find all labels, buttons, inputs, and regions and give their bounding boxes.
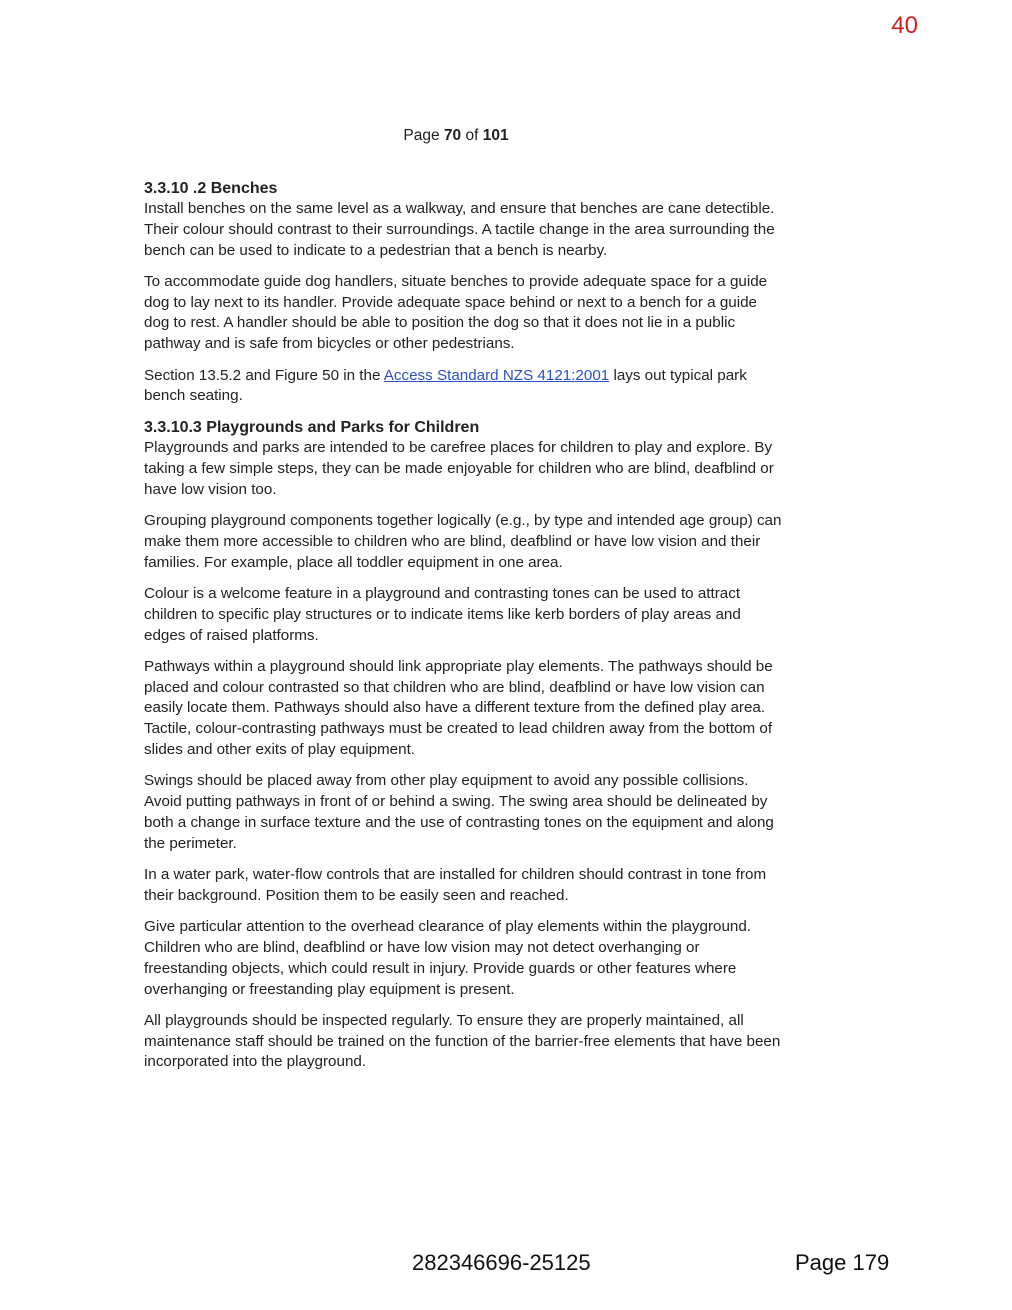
benches-paragraph-3-start: Section 13.5.2 and Figure 50 in the	[144, 366, 384, 384]
page-header-of: of	[461, 127, 483, 144]
benches-paragraph-2: To accommodate guide dog handlers, situate benches to provide adequate space for a guide dog to lay next to its handler. Provide adequate space behind or next to a bench for a guide dog to rest. A handler should be able to position the dog so that it does not lie in a public pathway and is safe from bicycles or other pedestrians.	[144, 272, 768, 353]
playgrounds-paragraph-7: Give particular attention to the overhead clearance of play elements within the playground. Children who are blind, deafblind or have low vision may not detect overhanging or freestanding objects, which could result in injury. Provide guards or other features where overhanging or freestanding play equipment is present.	[144, 918, 752, 998]
playgrounds-paragraph-8: All playgrounds should be inspected regularly. To ensure they are properly maintained, all maintenance staff should be trained on the function of the barrier-free elements that have been incorporated into the playground.	[144, 1011, 781, 1071]
document-body	[144, 178, 784, 1084]
benches-heading: 3.3.10 .2 Benches	[144, 180, 278, 197]
benches-paragraph-1: Install benches on the same level as a walkway, and ensure that benches are cane detectible. Their colour should contrast to their surroundings. A tactile change in the area surrounding the bench can be used to indicate to a pedestrian that a bench is nearby.	[144, 200, 775, 259]
benches-paragraph-3	[144, 366, 784, 408]
access-standard-link[interactable]: Access Standard NZS 4121:2001	[383, 366, 610, 384]
footer-page-number: Page 179	[795, 1250, 890, 1275]
page-header	[0, 127, 912, 145]
playgrounds-paragraph-5: Swings should be placed away from other play equipment to avoid any possible collisions. Avoid putting pathways in front of or behind a swing. The swing area should be delineated by both a change in surface texture and the use of contrasting tones on the equipment and along the perimeter.	[144, 772, 774, 852]
page-header-current: 70	[443, 127, 462, 144]
playgrounds-paragraph-3: Colour is a welcome feature in a playground and contrasting tones can be used to attract children to specific play structures or to indicate items like kerb borders of play areas and edges of raised platforms.	[144, 584, 741, 644]
playgrounds-paragraph-4: Pathways within a playground should link appropriate play elements. The pathways should be placed and colour contrasted so that children who are blind, deafblind or have low vision can easily locate them. Pathways should also have a different texture from the defined play area. Tactile, colour-contrasting pathways must be created to lead children away from the bottom of slides and other exits of play equipment.	[144, 657, 773, 759]
benches-paragraph-3-end: lays out typical park bench seating.	[144, 366, 747, 405]
playgrounds-paragraph-1: Playgrounds and parks are intended to be carefree places for children to play and explore. By taking a few simple steps, they can be made enjoyable for children who are blind, deafblind or have low vision too.	[144, 439, 774, 498]
corner-page-number: 40	[891, 12, 918, 39]
playgrounds-paragraph-6: In a water park, water-flow controls that are installed for children should contrast in tone from their background. Position them to be easily seen and reached.	[144, 866, 767, 904]
footer-document-code: 282346696-25125	[412, 1250, 591, 1275]
page-header-total: 101	[482, 127, 509, 144]
playgrounds-paragraph-2: Grouping playground components together logically (e.g., by type and intended age group) can make them more accessible to children who are blind, deafblind or have low vision and their families. For example, place all toddler equipment in one area.	[144, 512, 782, 571]
playgrounds-heading: 3.3.10.3 Playgrounds and Parks for Children	[144, 419, 480, 437]
page-header-prefix: Page	[403, 127, 444, 144]
